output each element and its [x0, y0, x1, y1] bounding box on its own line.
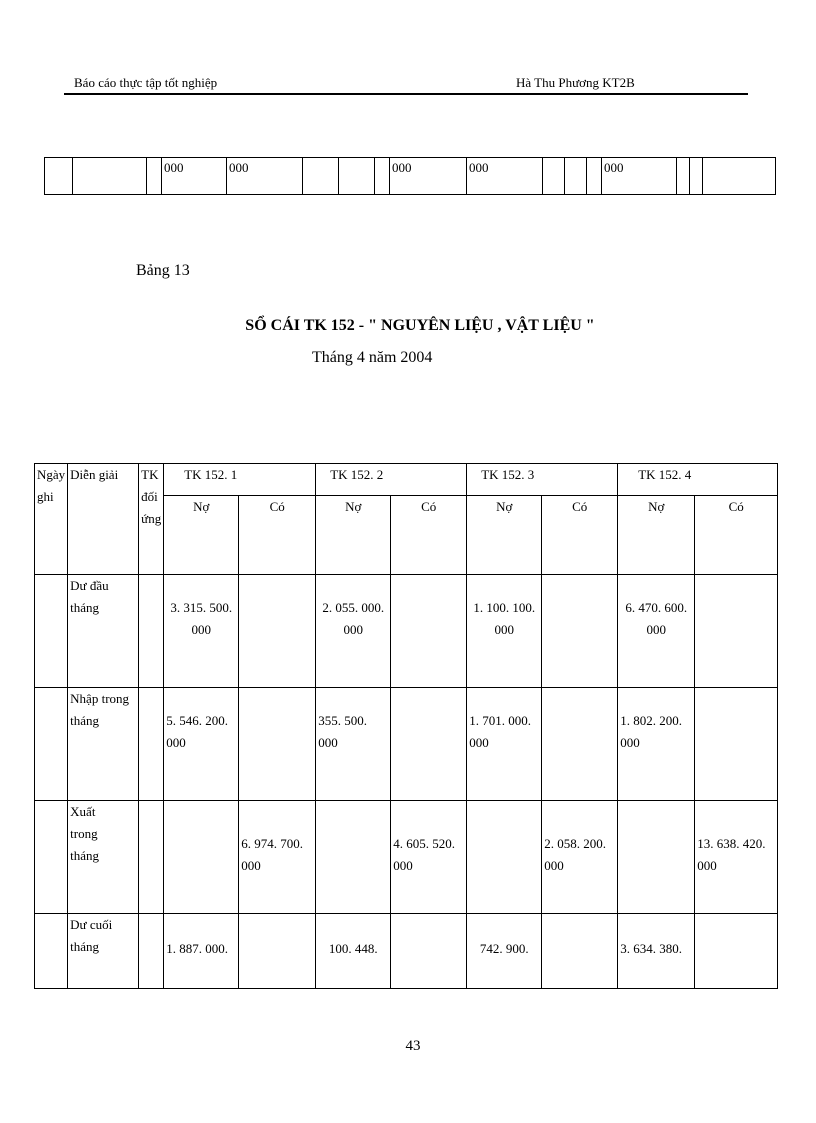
- table-cell: [73, 158, 147, 195]
- col-header-credit: Có: [239, 495, 316, 574]
- table-cell: [695, 914, 778, 989]
- table-cell: [35, 914, 68, 989]
- table-cell: [467, 801, 542, 914]
- table-cell: 6. 974. 700. 000: [239, 801, 316, 914]
- row-label: Nhập trong tháng: [68, 688, 139, 801]
- page-number: 43: [405, 1038, 421, 1054]
- table-cell: 000: [227, 158, 303, 195]
- row-label: Dư đầu tháng: [68, 575, 139, 688]
- report-header-author: Hà Thu Phương KT2B: [516, 75, 635, 90]
- table-row: [45, 158, 776, 195]
- table-cell: [391, 575, 467, 688]
- table-cell: 3. 315. 500. 000: [164, 575, 239, 688]
- table-cell: [139, 688, 164, 801]
- col-header-debit: Nợ: [618, 495, 695, 574]
- col-header-tk1523: TK 152. 3: [467, 464, 618, 496]
- table-cell: [164, 801, 239, 914]
- table-cell: [542, 688, 618, 801]
- col-header-debit: Nợ: [316, 495, 391, 574]
- table-cell: 355. 500. 000: [316, 688, 391, 801]
- table-row: [35, 914, 778, 989]
- table-row: [35, 801, 778, 914]
- table-label: Bảng 13: [136, 262, 190, 279]
- table-cell: 2. 058. 200. 000: [542, 801, 618, 914]
- table-cell: [542, 575, 618, 688]
- table-cell: [239, 575, 316, 688]
- table-cell: [35, 688, 68, 801]
- table-cell: [375, 158, 390, 195]
- table-cell: [139, 801, 164, 914]
- table-cell: [587, 158, 602, 195]
- ledger-title-text: SỔ CÁI TK 152 - " NGUYÊN LIỆU , VẬT LIỆU ": [245, 317, 595, 334]
- table-cell: [147, 158, 162, 195]
- table-cell: 13. 638. 420. 000: [695, 801, 778, 914]
- table-cell: [139, 914, 164, 989]
- table-cell: [239, 688, 316, 801]
- col-header-debit: Nợ: [467, 495, 542, 574]
- table-cell: [239, 914, 316, 989]
- table-cell: [695, 575, 778, 688]
- col-header-credit: Có: [391, 495, 467, 574]
- row-label: Xuất trong tháng: [68, 801, 139, 914]
- table-cell: 2. 055. 000. 000: [316, 575, 391, 688]
- col-header-credit: Có: [695, 495, 778, 574]
- table-row: [35, 688, 778, 801]
- table-cell: 3. 634. 380.: [618, 914, 695, 989]
- col-header-tk1522: TK 152. 2: [316, 464, 467, 496]
- ledger-subtitle: Tháng 4 năm 2004: [312, 349, 433, 366]
- table-cell: [303, 158, 339, 195]
- table-cell: 6. 470. 600. 000: [618, 575, 695, 688]
- table-header-row: [35, 464, 778, 496]
- table-cell: 1. 100. 100. 000: [467, 575, 542, 688]
- table-cell: [543, 158, 565, 195]
- table-cell: 742. 900.: [467, 914, 542, 989]
- row-label: Dư cuối tháng: [68, 914, 139, 989]
- table-cell: 000: [602, 158, 677, 195]
- table-cell: [35, 575, 68, 688]
- table-cell: [139, 575, 164, 688]
- table-cell: 100. 448.: [316, 914, 391, 989]
- col-header-desc: Diễn giải: [68, 464, 139, 575]
- table-cell: 4. 605. 520. 000: [391, 801, 467, 914]
- col-header-credit: Có: [542, 495, 618, 574]
- table-cell: 000: [467, 158, 543, 195]
- ledger-table: [34, 463, 778, 989]
- col-header-tk1521: TK 152. 1: [164, 464, 316, 496]
- table-cell: [542, 914, 618, 989]
- col-header-contra: TK đối ứng: [139, 464, 164, 575]
- table-cell: 000: [390, 158, 467, 195]
- table-cell: [703, 158, 776, 195]
- table-cell: 1. 701. 000. 000: [467, 688, 542, 801]
- table-cell: [690, 158, 703, 195]
- table-cell: [45, 158, 73, 195]
- table-cell: [618, 801, 695, 914]
- col-header-tk1524: TK 152. 4: [618, 464, 778, 496]
- ledger-title: [0, 317, 816, 335]
- table-cell: [565, 158, 587, 195]
- table-cell: [316, 801, 391, 914]
- table-row: [35, 575, 778, 688]
- table-cell: 1. 887. 000.: [164, 914, 239, 989]
- table-cell: [391, 914, 467, 989]
- header-rule: [64, 93, 748, 95]
- table-cell: [677, 158, 690, 195]
- table-cell: [35, 801, 68, 914]
- col-header-date: Ngày ghi: [35, 464, 68, 575]
- previous-table-fragment: [44, 157, 776, 195]
- table-cell: [695, 688, 778, 801]
- table-cell: [339, 158, 375, 195]
- report-header-title: Báo cáo thực tập tốt nghiệp: [74, 75, 218, 90]
- table-cell: 5. 546. 200. 000: [164, 688, 239, 801]
- table-cell: 1. 802. 200. 000: [618, 688, 695, 801]
- col-header-debit: Nợ: [164, 495, 239, 574]
- table-cell: 000: [162, 158, 227, 195]
- table-cell: [391, 688, 467, 801]
